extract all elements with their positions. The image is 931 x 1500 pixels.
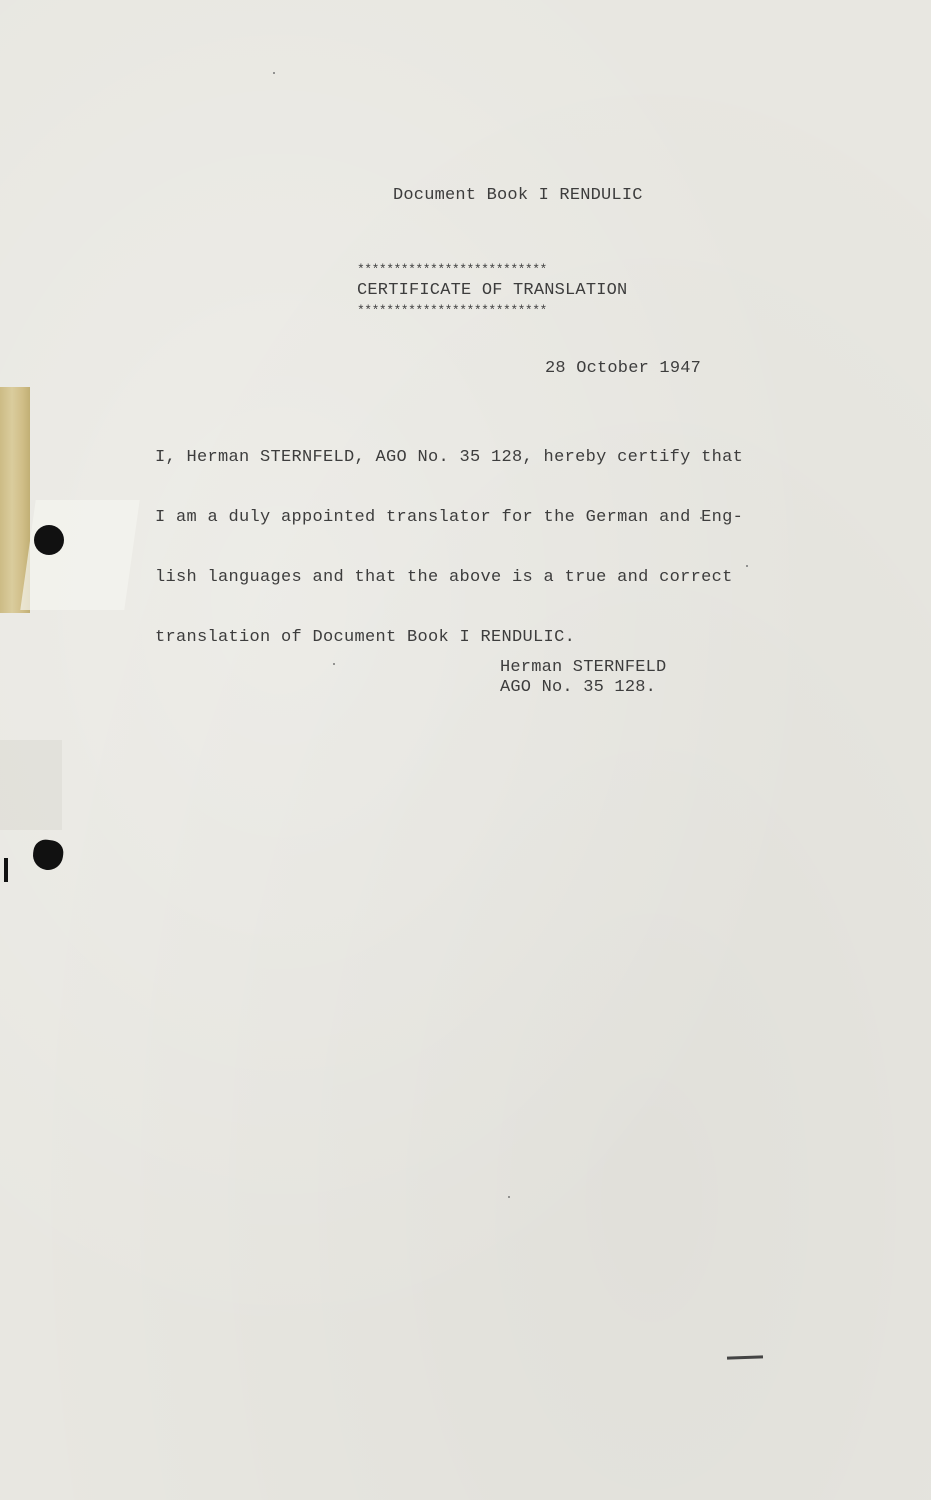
speck [508,1196,510,1198]
certificate-date: 28 October 1947 [545,359,702,378]
body-line: I, Herman STERNFELD, AGO No. 35 128, hereby certify that [155,448,744,467]
tape-residue [20,500,139,610]
signatory-ago-number: AGO No. 35 128. [500,678,657,697]
punch-hole-bottom [31,838,65,872]
document-header: Document Book I RENDULIC [393,186,643,205]
body-line: translation of Document Book I RENDULIC. [155,628,576,647]
speck [273,72,275,74]
edge-mark [4,858,8,882]
certification-body [155,408,743,688]
asterisk-rule-top: ************************** [357,262,547,277]
signatory-name: Herman STERNFELD [500,658,667,677]
speck [746,565,748,567]
body-line: lish languages and that the above is a true and correct [155,568,733,587]
certificate-title: CERTIFICATE OF TRANSLATION [357,281,628,300]
pen-dash-mark [727,1355,763,1359]
punch-hole-top [34,525,64,555]
asterisk-rule-bottom: ************************** [357,303,547,318]
body-line: I am a duly appointed translator for the German and Eng- [155,508,744,527]
tape-residue-lower [0,740,62,830]
